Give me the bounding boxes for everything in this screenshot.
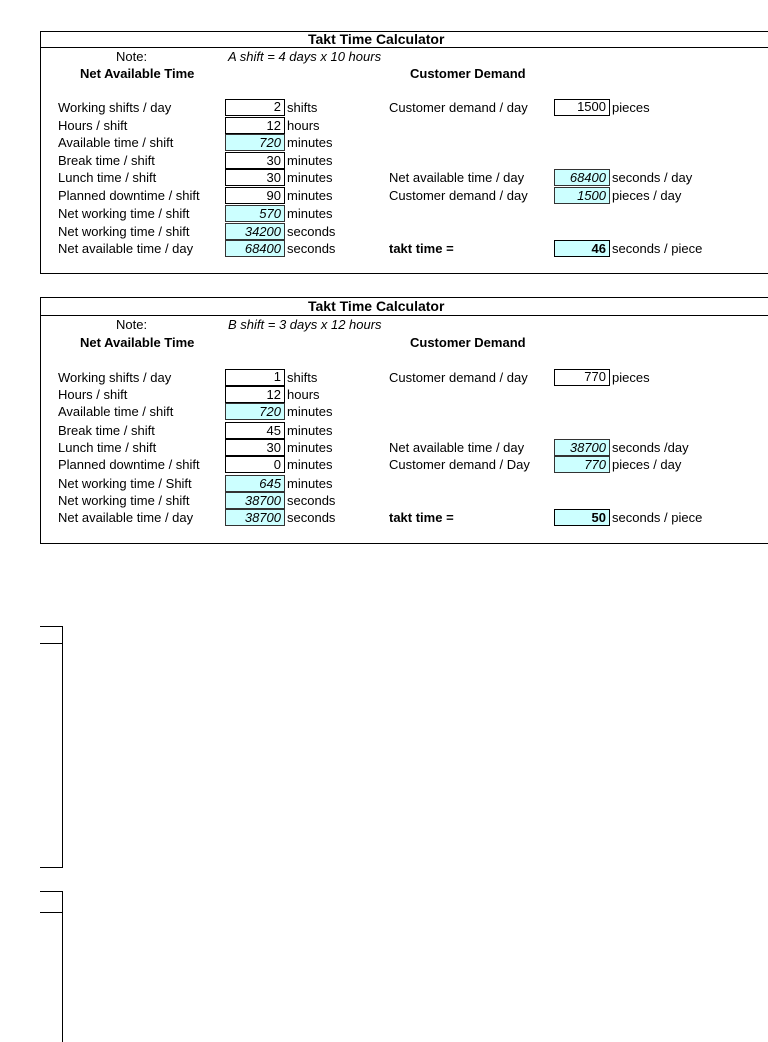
row-unit: hours — [287, 387, 320, 402]
net-working-minutes-cell: 570 — [225, 205, 285, 222]
row-unit: minutes — [287, 476, 333, 491]
note-label: Note: — [116, 49, 148, 64]
title-divider — [40, 47, 768, 48]
net-available-time-heading: Net Available Time — [80, 66, 195, 81]
net-available-day-cell: 38700 — [225, 509, 285, 526]
summary-unit: seconds /day — [612, 440, 689, 455]
summary-unit: pieces / day — [612, 457, 682, 472]
available-time-cell: 720 — [225, 403, 285, 420]
row-unit: minutes — [287, 135, 333, 150]
customer-demand-heading: Customer Demand — [410, 66, 526, 81]
row-label: Net working time / Shift — [58, 476, 192, 491]
row-unit: minutes — [287, 188, 333, 203]
summary-demand-cell: 770 — [554, 456, 610, 473]
row-label: Lunch time / shift — [58, 440, 157, 455]
bracket-tick — [40, 912, 62, 913]
net-working-seconds-cell: 38700 — [225, 492, 285, 509]
summary-label: Net available time / day — [389, 170, 525, 185]
summary-unit: seconds / day — [612, 170, 693, 185]
row-unit: hours — [287, 118, 320, 133]
hours-per-shift-input[interactable]: 12 — [225, 117, 285, 134]
row-unit: shifts — [287, 370, 318, 385]
takt-time-label: takt time = — [389, 510, 454, 525]
bracket-tick — [40, 643, 62, 644]
net-working-seconds-cell: 34200 — [225, 223, 285, 240]
takt-time-unit: seconds / piece — [612, 241, 703, 256]
row-label: Net working time / shift — [58, 224, 190, 239]
summary-label: Customer demand / Day — [389, 457, 530, 472]
row-unit: minutes — [287, 404, 333, 419]
working-shifts-input[interactable]: 1 — [225, 369, 285, 386]
row-label: Net available time / day — [58, 241, 194, 256]
row-label: Break time / shift — [58, 423, 155, 438]
demand-label: Customer demand / day — [389, 370, 528, 385]
row-label: Net working time / shift — [58, 206, 190, 221]
row-label: Available time / shift — [58, 135, 174, 150]
demand-label: Customer demand / day — [389, 100, 528, 115]
summary-net-time-cell: 68400 — [554, 169, 610, 186]
demand-unit: pieces — [612, 100, 650, 115]
customer-demand-input[interactable]: 1500 — [554, 99, 610, 116]
note-text: A shift = 4 days x 10 hours — [228, 49, 382, 64]
row-unit: minutes — [287, 457, 333, 472]
row-label: Net working time / shift — [58, 493, 190, 508]
takt-time-result: 46 — [554, 240, 610, 257]
note-label: Note: — [116, 317, 148, 332]
break-time-input[interactable]: 30 — [225, 152, 285, 169]
row-label: Planned downtime / shift — [58, 188, 200, 203]
row-label: Break time / shift — [58, 153, 155, 168]
row-label: Available time / shift — [58, 404, 174, 419]
customer-demand-input[interactable]: 770 — [554, 369, 610, 386]
planned-downtime-input[interactable]: 90 — [225, 187, 285, 204]
row-label: Working shifts / day — [58, 100, 172, 115]
working-shifts-input[interactable]: 2 — [225, 99, 285, 116]
row-unit: minutes — [287, 206, 333, 221]
row-unit: minutes — [287, 153, 333, 168]
takt-time-label: takt time = — [389, 241, 454, 256]
takt-time-result: 50 — [554, 509, 610, 526]
row-label: Working shifts / day — [58, 370, 172, 385]
summary-label: Customer demand / day — [389, 188, 528, 203]
summary-net-time-cell: 38700 — [554, 439, 610, 456]
summary-unit: pieces / day — [612, 188, 682, 203]
bracket-frame-2 — [40, 891, 63, 1042]
available-time-cell: 720 — [225, 134, 285, 151]
break-time-input[interactable]: 45 — [225, 422, 285, 439]
summary-demand-cell: 1500 — [554, 187, 610, 204]
row-unit: seconds — [287, 241, 336, 256]
calculator-title: Takt Time Calculator — [308, 31, 445, 47]
row-unit: seconds — [287, 493, 336, 508]
title-divider — [40, 315, 768, 316]
note-text: B shift = 3 days x 12 hours — [228, 317, 382, 332]
net-available-time-heading: Net Available Time — [80, 335, 195, 350]
takt-time-unit: seconds / piece — [612, 510, 703, 525]
lunch-time-input[interactable]: 30 — [225, 439, 285, 456]
row-label: Hours / shift — [58, 387, 128, 402]
row-label: Hours / shift — [58, 118, 128, 133]
calculator-title: Takt Time Calculator — [308, 298, 445, 314]
net-available-day-cell: 68400 — [225, 240, 285, 257]
row-unit: seconds — [287, 224, 336, 239]
row-unit: shifts — [287, 100, 318, 115]
row-label: Planned downtime / shift — [58, 457, 200, 472]
row-label: Lunch time / shift — [58, 170, 157, 185]
row-unit: seconds — [287, 510, 336, 525]
row-unit: minutes — [287, 423, 333, 438]
summary-label: Net available time / day — [389, 440, 525, 455]
demand-unit: pieces — [612, 370, 650, 385]
net-working-minutes-cell: 645 — [225, 475, 285, 492]
bracket-frame-1 — [40, 626, 63, 868]
row-unit: minutes — [287, 170, 333, 185]
row-label: Net available time / day — [58, 510, 194, 525]
lunch-time-input[interactable]: 30 — [225, 169, 285, 186]
row-unit: minutes — [287, 440, 333, 455]
hours-per-shift-input[interactable]: 12 — [225, 386, 285, 403]
planned-downtime-input[interactable]: 0 — [225, 456, 285, 473]
customer-demand-heading: Customer Demand — [410, 335, 526, 350]
